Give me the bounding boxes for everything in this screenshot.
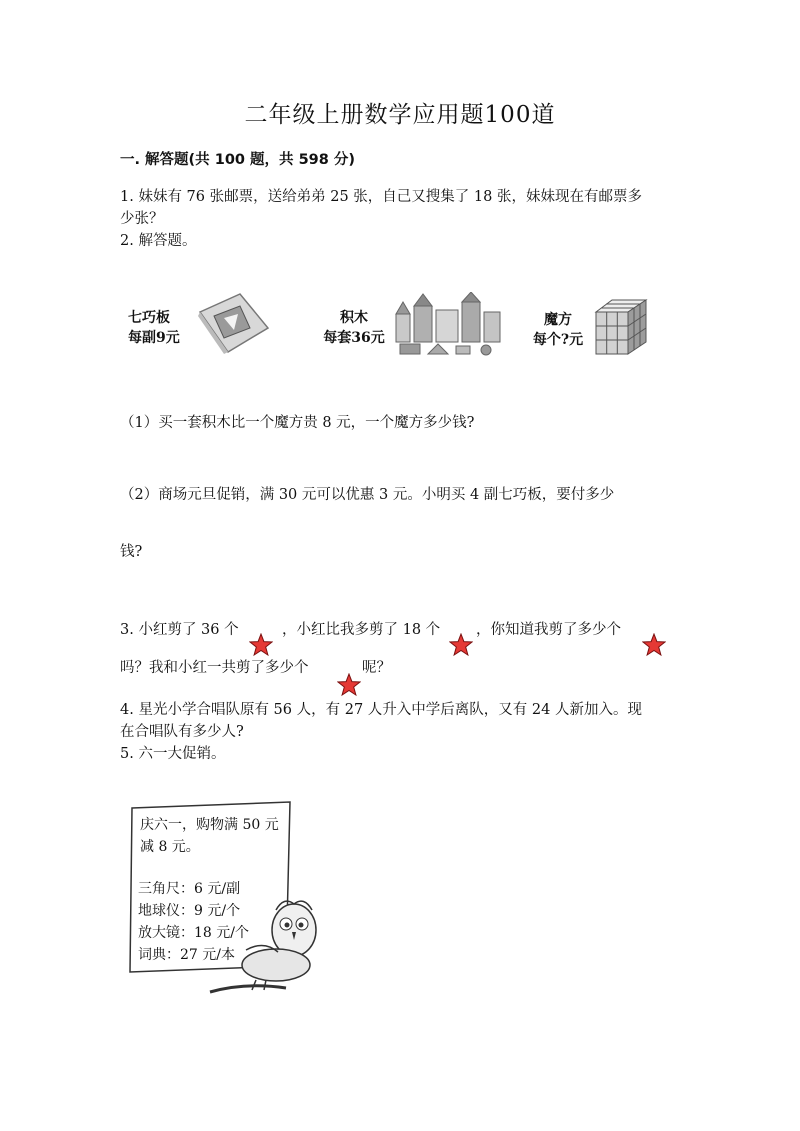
question-3-part-a: 3. 小红剪了 36 个 — [120, 622, 239, 638]
question-4: 4. 星光小学合唱队原有 56 人，有 27 人升入中学后离队，又有 24 人新加入。现 — [120, 702, 642, 718]
question-5: 5. 六一大促销。 — [120, 746, 226, 762]
question-2-sub2-cont: 钱? — [120, 544, 143, 560]
question-3-part-b: ，小红比我多剪了 18 个 — [282, 622, 441, 638]
star-icon — [642, 633, 666, 657]
blocks-price: 每套36元 — [323, 330, 385, 346]
question-1-cont: 少张？ — [120, 211, 164, 227]
question-3-part-e: 呢？ — [362, 660, 391, 676]
blocks-item — [318, 292, 504, 358]
question-3-part-c: ，你知道我剪了多少个 — [476, 622, 621, 638]
page-title: 二年级上册数学应用题100道 — [244, 102, 556, 128]
star-icon — [449, 633, 473, 657]
tangram-price: 每副9元 — [128, 330, 180, 346]
section-header: 一. 解答题(共 100 题，共 598 分) — [120, 152, 356, 168]
cube-label: 魔方 — [544, 312, 572, 328]
question-1: 1. 妹妹有 76 张邮票，送给弟弟 25 张，自己又搜集了 18 张，妹妹现在有邮票多 — [120, 189, 642, 205]
poster-item: 地球仪：9 元/个 — [138, 903, 241, 919]
building-blocks-icon — [394, 292, 504, 358]
poster-headline: 庆六一，购物满 50 元 — [140, 817, 279, 833]
poster-headline-cont: 减 8 元。 — [140, 839, 200, 855]
question-2-sub1: （1）买一套积木比一个魔方贵 8 元，一个魔方多少钱? — [120, 415, 475, 431]
promotion-poster — [126, 800, 336, 1006]
tangram-item — [120, 292, 270, 356]
poster-item: 放大镜：18 元/个 — [138, 925, 249, 941]
question-2: 2. 解答题。 — [120, 233, 197, 249]
question-2-sub2: （2）商场元旦促销，满 30 元可以优惠 3 元。小明买 4 副七巧板，要付多少 — [120, 487, 615, 503]
star-icon — [249, 633, 273, 657]
blocks-label: 积木 — [340, 310, 368, 326]
tangram-label: 七巧板 — [128, 310, 170, 326]
rubiks-cube-icon — [590, 296, 654, 358]
poster-item: 词典：27 元/本 — [138, 947, 235, 963]
question-4-cont: 在合唱队有多少人? — [120, 724, 244, 740]
tangram-icon — [194, 292, 270, 356]
cube-price: 每个?元 — [532, 332, 584, 348]
star-icon — [337, 673, 361, 697]
poster-item: 三角尺：6 元/副 — [138, 881, 241, 897]
cube-item — [528, 294, 658, 358]
question-3-part-d: 吗？我和小红一共剪了多少个 — [120, 660, 309, 676]
